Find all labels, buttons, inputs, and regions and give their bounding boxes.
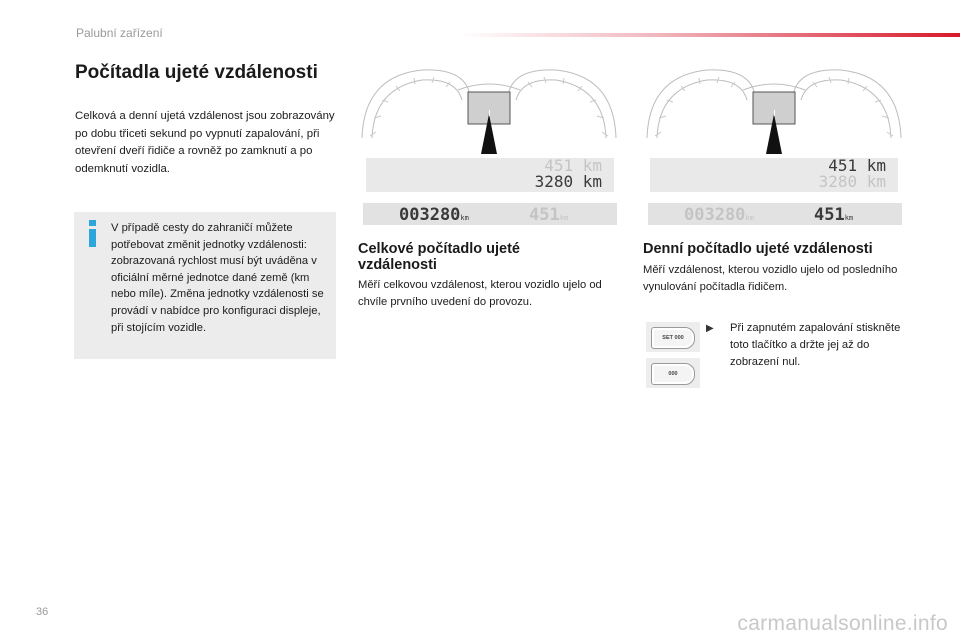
instrument-cluster-illustration-trip — [643, 66, 905, 156]
page-title: Počítadla ujeté vzdálenosti — [75, 62, 318, 83]
page-number: 36 — [36, 606, 49, 618]
strip-trip-value: 451 — [529, 205, 560, 225]
reset-instruction: Při zapnutém zapalování stiskněte toto tlačítko a držte jej až do zobrazení nul. — [730, 322, 901, 368]
strip-total-value: 003280 — [684, 205, 746, 225]
info-text: V případě cesty do zahraničí můžete potřebovat změnit jednotky vzdálenosti: zobrazovaná rychlost musí být uváděna v oficiální měrné jednotce dané země (km nebo míle). Změna jednotky vzdálenosti se provádí v nabídce pro konfiguraci displeje, při stojícím vozidle. — [111, 222, 324, 334]
lcd-display-trip — [650, 158, 898, 192]
strip-trip-unit: km — [844, 214, 854, 222]
lcd-total-value: 3280 km — [534, 172, 602, 191]
step-bullet-icon: ▶ — [706, 323, 714, 334]
trip-odometer-title: Denní počítadlo ujeté vzdálenosti — [643, 241, 873, 257]
total-odometer-title: Celkové počítadlo ujeté vzdálenosti — [358, 241, 520, 273]
lcd-total-value: 3280 km — [818, 172, 886, 191]
zero-button[interactable]: 000 — [651, 363, 695, 385]
lcd-trip-value: 451 km — [828, 156, 886, 175]
instrument-cluster-illustration-total — [358, 66, 620, 156]
odometer-strip-total — [363, 203, 617, 225]
lcd-trip-value: 451 km — [544, 156, 602, 175]
strip-total-value: 003280 — [399, 205, 461, 225]
intro-paragraph: Celková a denní ujetá vzdálenost jsou zobrazovány po dobu třiceti sekund po vypnutí zapalování, při otevření dveří řidiče a rovněž po zamknutí a po odemknutí vozidla. — [75, 110, 335, 175]
info-icon — [88, 220, 98, 246]
watermark: carmanualsonline.info — [737, 612, 948, 635]
set-zero-button[interactable]: SET 000 — [651, 327, 695, 349]
trip-odometer-description: Měří vzdálenost, kterou vozidlo ujelo od posledního vynulování počítadla řidičem. — [643, 264, 898, 293]
strip-total-unit: km — [460, 214, 469, 222]
section-header: Palubní zařízení — [76, 26, 163, 40]
odometer-strip-trip — [648, 203, 902, 225]
info-box — [74, 212, 336, 359]
header-accent-line — [460, 33, 960, 37]
strip-total-unit: km — [745, 214, 754, 222]
lcd-display-total — [366, 158, 614, 192]
strip-trip-value: 451 — [814, 205, 845, 225]
strip-trip-unit: km — [559, 214, 569, 222]
total-odometer-description: Měří celkovou vzdálenost, kterou vozidlo ujelo od chvíle prvního uvedení do provozu. — [358, 279, 602, 308]
